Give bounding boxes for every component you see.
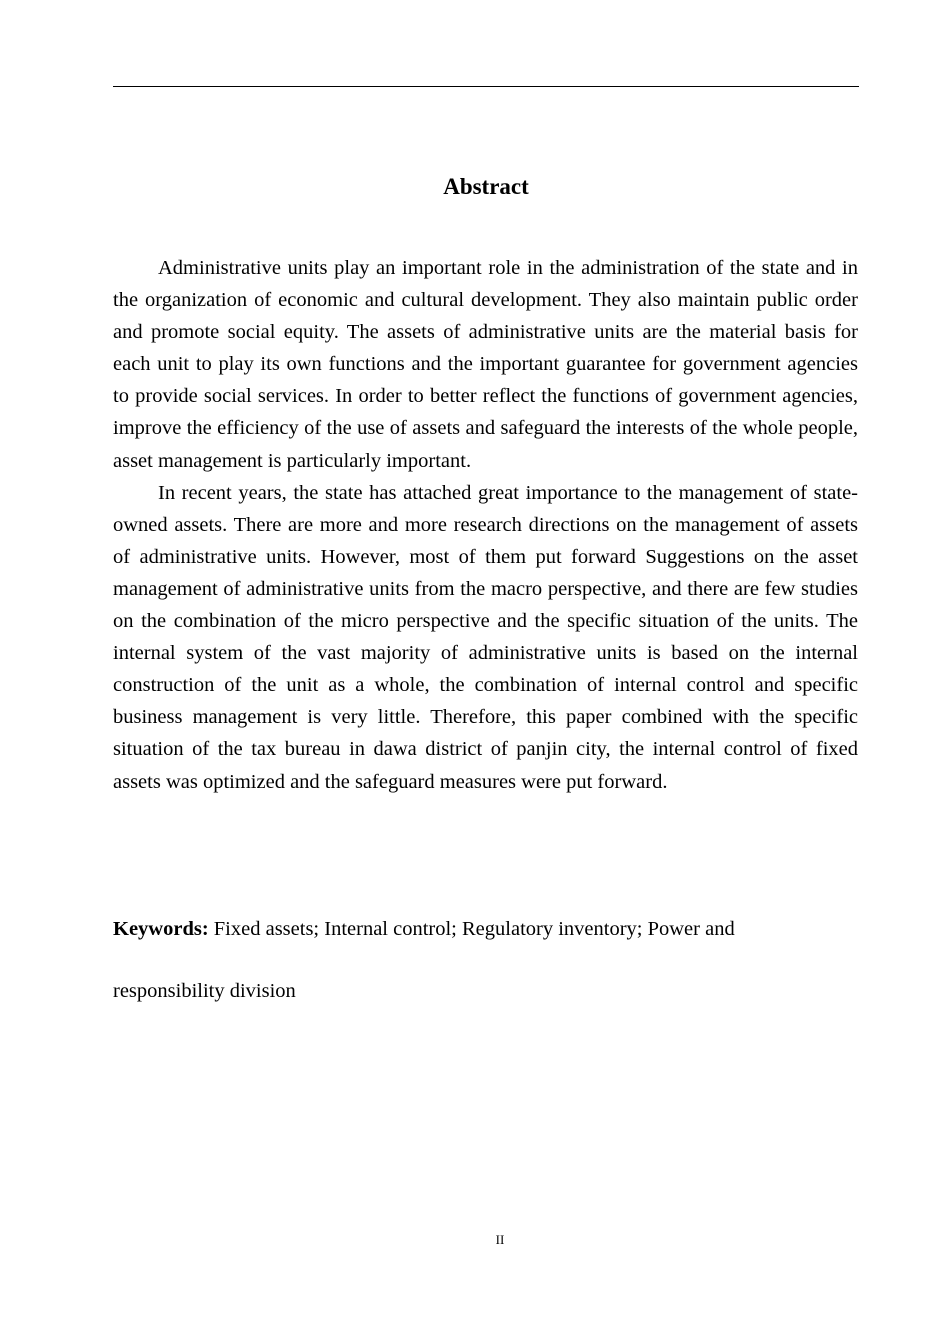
abstract-paragraph-2: In recent years, the state has attached great importance to the management of state-owned assets. There are more and more research directions on the management of assets of administrative units. However, most of them put forward Suggestions on the asset management of administrative units from the macro perspective, and there are few studies on the combination of the micro perspective and the specific situation of the units. The internal system of the vast majority of administrative units is based on the internal construction of the unit as a whole, the combination of internal control and specific business management is very little. Therefore, this paper combined with the specific situation of the tax bureau in dawa district of panjin city, the internal control of fixed assets was optimized and the safeguard measures were put forward. bbox=[113, 481, 858, 793]
page-title: Abstract bbox=[443, 174, 529, 199]
header-rule bbox=[113, 86, 859, 87]
abstract-paragraph-1: Administrative units play an important role in the administration of the state and in the organization of economic and cultural development. They also maintain public order and promote social equity. The assets of administrative units are the material basis for each unit to play its own functions and the important guarantee for government agencies to provide social services. In order to better reflect the functions of government agencies, improve the efficiency of the use of assets and safeguard the interests of the whole people, asset management is particularly important. bbox=[113, 257, 858, 472]
page-number: II bbox=[495, 1232, 505, 1247]
keywords-section bbox=[113, 898, 813, 1022]
abstract-body bbox=[113, 252, 858, 798]
keywords-label: Keywords: bbox=[113, 918, 209, 940]
keywords-text: Fixed assets; Internal control; Regulatory inventory; Power and responsibility division bbox=[113, 918, 735, 1002]
